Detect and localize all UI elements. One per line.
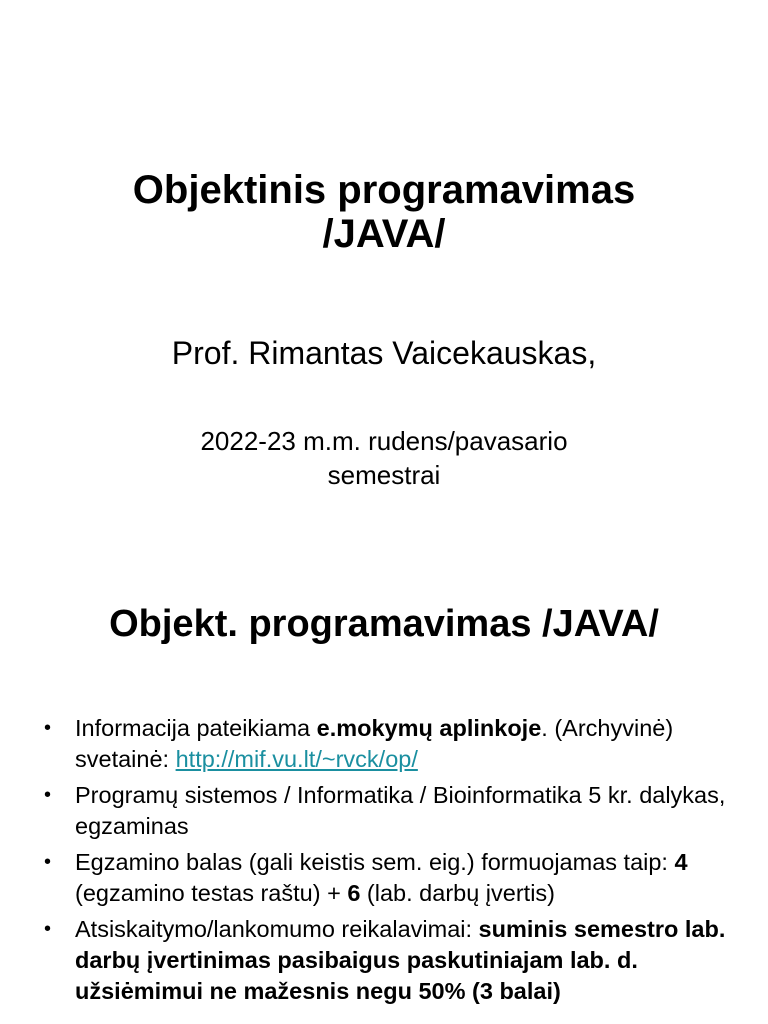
semester-line-2: semestrai [327, 460, 441, 490]
semester-info [0, 424, 768, 492]
bullet-text: Informacija pateikiama [75, 715, 317, 741]
bullet-bold-text: 4 [674, 849, 688, 875]
bullet-item-requirements [0, 914, 768, 1007]
bullet-icon: • [44, 851, 52, 873]
title-line-2: /JAVA/ [322, 212, 446, 256]
slide-title: Objekt. programavimas /JAVA/ [109, 603, 659, 645]
bullet-list [0, 713, 768, 1012]
bullet-text: . (Archyvinė) svetainė: [75, 715, 674, 772]
bullet-item-exam-grade [0, 847, 768, 909]
bullet-bold-text: 6 [347, 880, 361, 906]
bullet-bold-text: suminis semestro lab. darbų įvertinimas pasibaigus paskutiniajam lab. d. užsiėmimui ne mažesnis negu 50% (3 balai) [75, 916, 726, 1004]
slide-2 [0, 580, 768, 1024]
bullet-item-programs [0, 780, 768, 842]
website-link[interactable]: http://mif.vu.lt/~rvck/op/ [175, 746, 418, 772]
title-line-1: Objektinis programavimas [132, 168, 636, 212]
bullet-text: (lab. darbų įvertis) [360, 880, 556, 906]
bullet-icon: • [44, 784, 52, 806]
author-name: Prof. Rimantas Vaicekauskas, [171, 335, 597, 371]
bullet-text: (egzamino testas raštu) + [75, 880, 348, 906]
bullet-icon: • [44, 717, 52, 739]
bullet-item-info [0, 713, 768, 775]
bullet-text: Programų sistemos / Informatika / Bioinformatika 5 kr. dalykas, egzaminas [75, 782, 726, 839]
bullet-bold-text: e.mokymų aplinkoje [316, 715, 542, 741]
bullet-icon: • [44, 918, 52, 940]
bullet-text: Atsiskaitymo/lankomumo reikalavimai: [75, 916, 479, 942]
slide-title [0, 168, 768, 256]
semester-line-1: 2022-23 m.m. rudens/pavasario [200, 426, 568, 456]
bullet-text: Egzamino balas (gali keistis sem. eig.) formuojamas taip: [75, 849, 675, 875]
